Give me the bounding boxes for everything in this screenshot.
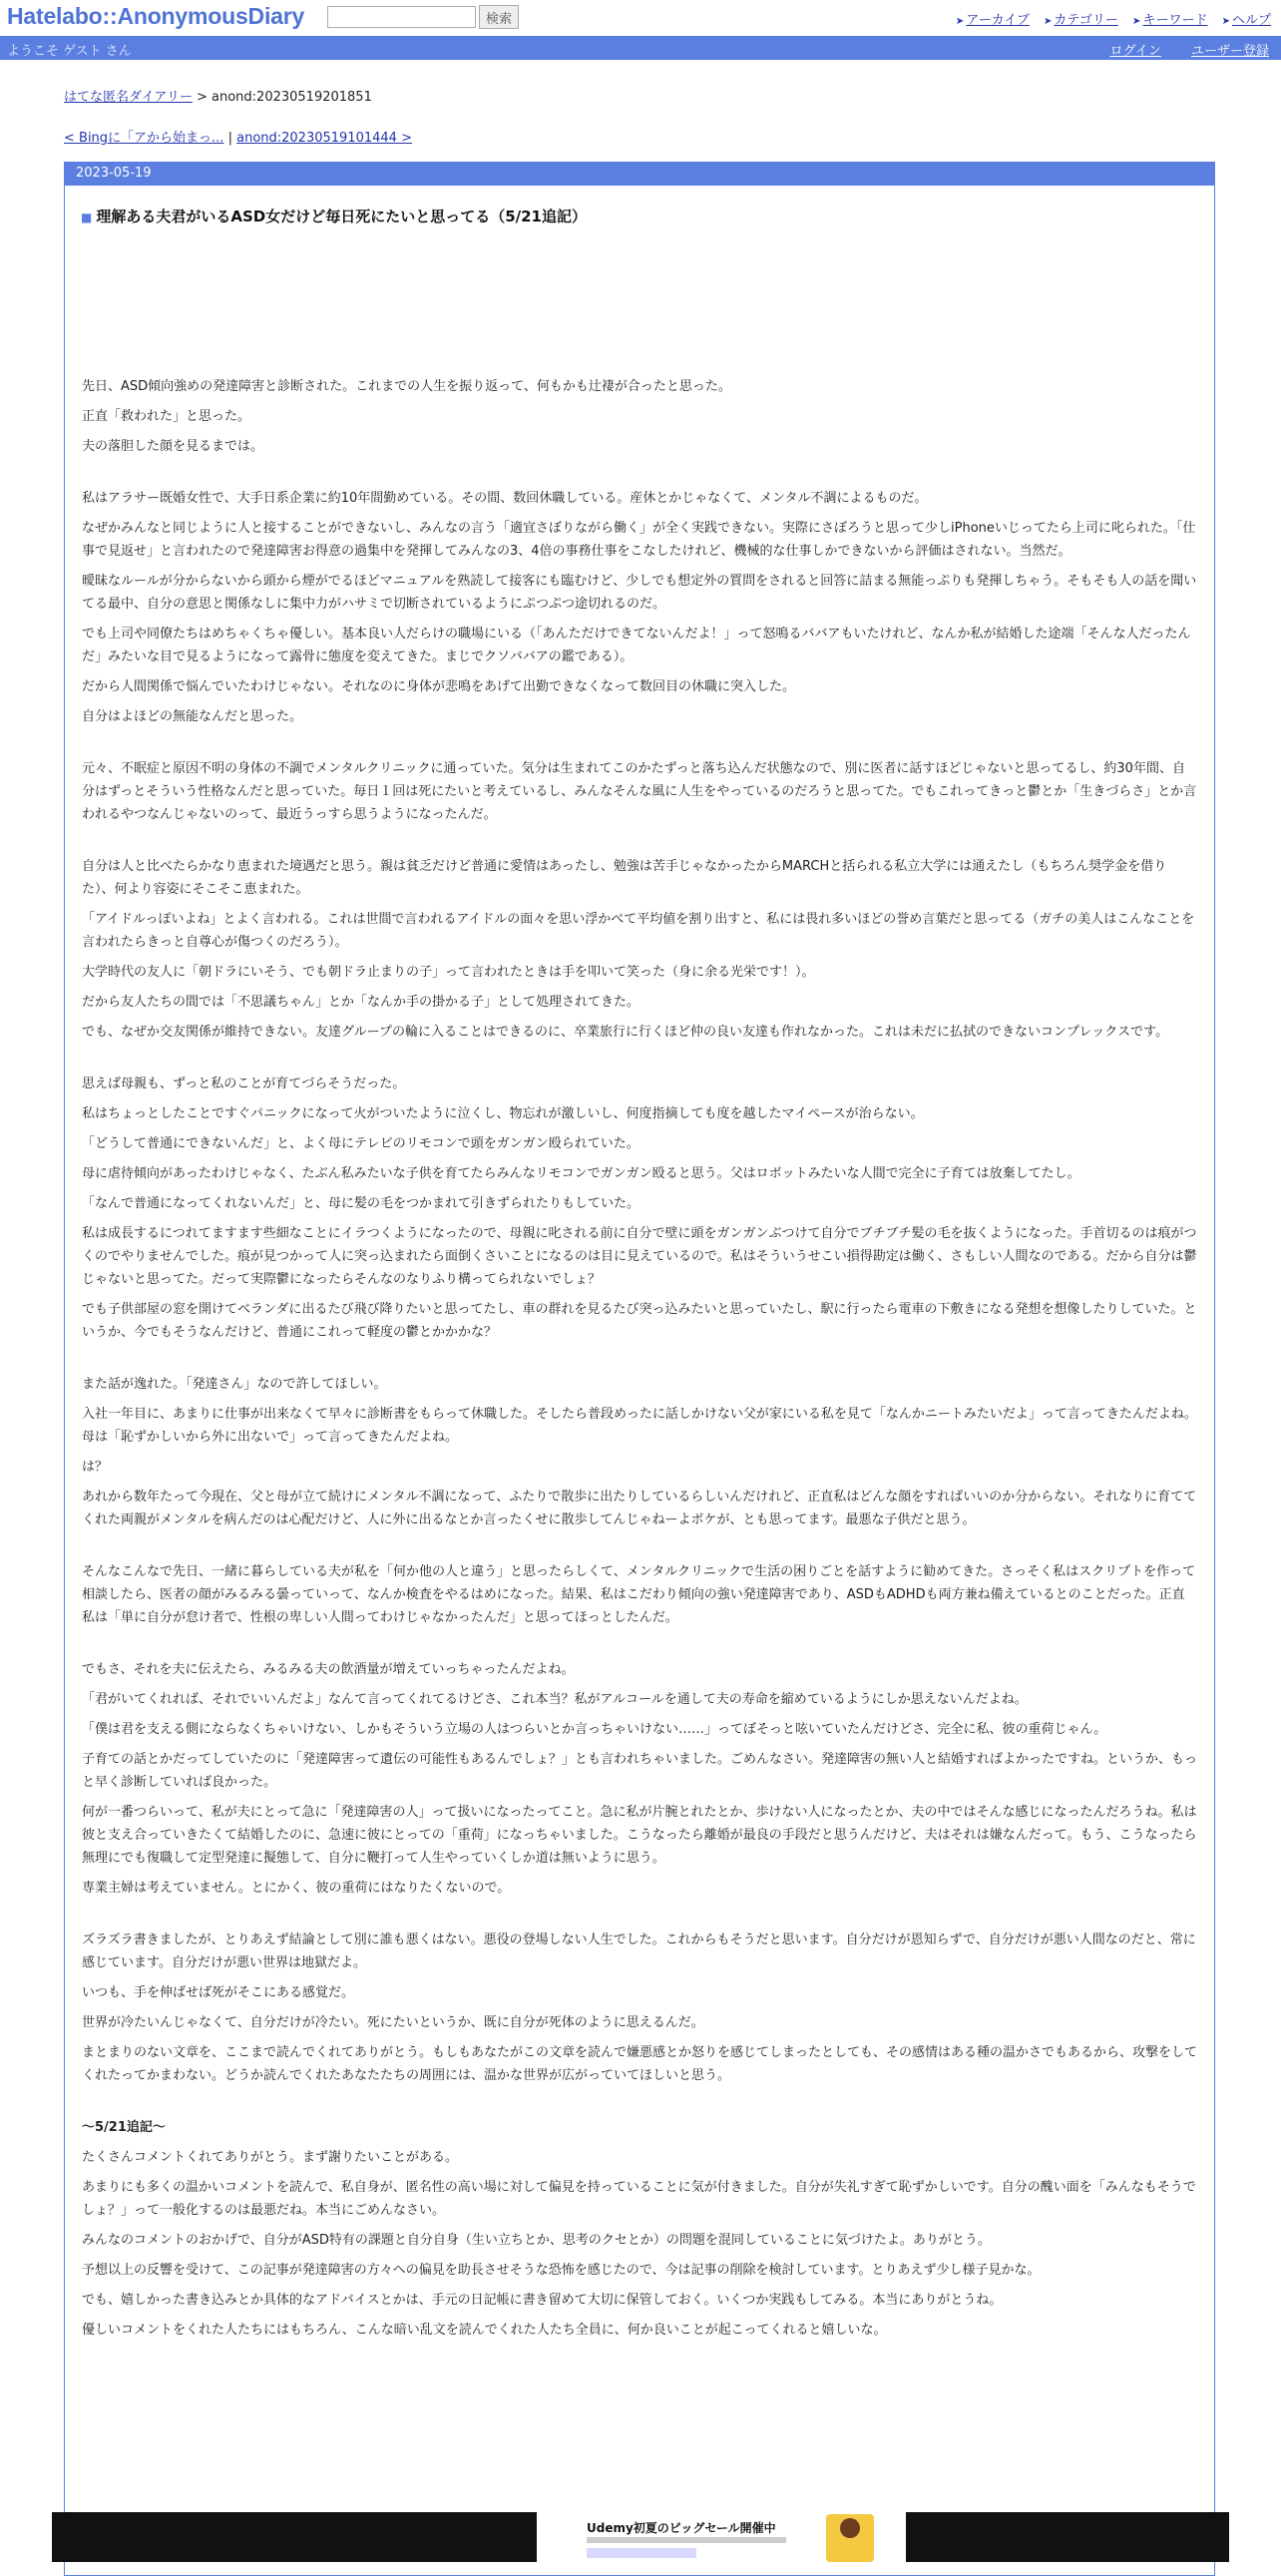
body-paragraph: 私はちょっとしたことですぐパニックになって火がついたように泣くし、物忘れが激しいし、何度指摘しても度を越したマイペースが治らない。	[82, 1106, 924, 1121]
paragraph-gap	[82, 1907, 1197, 1929]
entry-body	[82, 375, 1197, 2349]
body-paragraph: 「僕は君を支える側にならなくちゃいけない、しかもそういう立場の人はつらいとか言っちゃいけない……」ってぼそっと呟いていたんだけどさ、完全に私、彼の重荷じゃん。	[82, 1722, 1107, 1737]
top-bar	[0, 0, 1281, 36]
body-paragraph: でも、嬉しかった書き込みとか具体的なアドバイスとかは、手元の日記帳に書き留めて大切に保管しておく。いくつか実践もしてみる。本当にありがとうね。	[82, 2293, 1003, 2308]
body-paragraph: だから人間関係で悩んでいたわけじゃない。それなのに身体が悲鳴をあげて出勤できなくなって数回目の休職に突入した。	[82, 679, 796, 694]
paragraph-gap	[82, 1051, 1197, 1073]
paragraph-gap	[82, 1538, 1197, 1560]
body-paragraph: 元々、不眠症と原因不明の身体の不調でメンタルクリニックに通っていた。気分は生まれてこのかたずっと落ち込んだ状態なので、別に医者に話すほどじゃないと思ってるし、約30年間、自分はずっとそういう性格なんだと思っていた。毎日１回は死にたいと考えているし、みんなそんな風に人生をやっているのだろうと思ってた。でもこれってきっと鬱とか「生きづらさ」とか言われるやつなんじゃないのって、最近うっすら思うようになったんだ。	[82, 761, 1197, 822]
entry-title-text: 理解ある夫君がいるASD女だけど毎日死にたいと思ってる（5/21追記）	[96, 208, 587, 225]
nav-category-link[interactable]: カテゴリー	[1054, 13, 1118, 28]
ad-title: Udemy初夏のビッグセール開催中	[587, 2521, 776, 2535]
body-paragraph: 大学時代の友人に「朝ドラにいそう、でも朝ドラ止まりの子」って言われたときは手を叩いて笑った（身に余る光栄です！）。	[82, 965, 815, 980]
nav-archive-link[interactable]: アーカイブ	[966, 13, 1030, 28]
paragraph-gap	[82, 833, 1197, 855]
body-paragraph: 母に虐待傾向があったわけじゃなく、たぶん私みたいな子供を育てたらみんなリモコンでガンガン殴ると思う。父はロボットみたいな人間で完全に子育ては放棄してたし。	[82, 1166, 1080, 1181]
body-paragraph: まとまりのない文章を、ここまで読んでくれてありがとう。もしもあなたがこの文章を読んで嫌悪感とか怒りを感じてしまったとしても、その感情はある種の温かさでもあるから、攻撃をしてくれたってかまわない。どうか読んでくれたあなたたちの周囲には、温かな世界が広がっていてほしいと思う。	[82, 2045, 1198, 2083]
search-button[interactable]: 検索	[479, 5, 519, 29]
day-date: 2023-05-19	[65, 162, 1214, 186]
paragraph-gap	[82, 1636, 1197, 1658]
nav-keyword-link[interactable]: キーワード	[1142, 13, 1208, 28]
body-paragraph: でも上司や同僚たちはめちゃくちゃ優しい。基本良い人だらけの職場にいる（「あんただけできてないんだよ！」って怒鳴るババアもいたけれど、なんか私が結婚した途端「そんな人だったんだ」みたいな目で見るようになって露骨に態度を変えてきた。まじでクソババアの鑑である）。	[82, 627, 1191, 664]
body-paragraph: ズラズラ書きましたが、とりあえず結論として別に誰も悪くはない。悪役の登場しない人生でした。これからもそうだと思います。自分だけが恩知らずで、自分だけが悪い人間なのだと、常に感じています。自分だけが悪い世界は地獄だよ。	[82, 1932, 1196, 1970]
breadcrumb	[64, 86, 372, 105]
body-paragraph: あまりにも多くの温かいコメントを読んで、私自身が、匿名性の高い場に対して偏見を持っていることに気が付きました。自分が失礼すぎて恥ずかしいです。自分の醜い面を「みんなもそうでしょ？」って一般化するのは最悪だね。本当にごめんなさい。	[82, 2180, 1196, 2218]
paragraph-gap	[82, 735, 1197, 757]
welcome-bar	[0, 36, 1281, 60]
paragraph-gap	[82, 1351, 1197, 1373]
nav-arrow-icon: ➤	[955, 16, 965, 27]
account-links	[1083, 40, 1269, 59]
breadcrumb-current: anond:20230519201851	[212, 90, 372, 105]
body-paragraph: 「どうして普通にできないんだ」と、よく母にテレビのリモコンで頭をガンガン殴られていた。	[82, 1136, 640, 1151]
body-paragraph: 先日、ASD傾向強めの発達障害と診断された。これまでの人生を振り返って、何もかも辻褄が合ったと思った。	[82, 379, 731, 394]
body-paragraph: 自分は人と比べたらかなり恵まれた境遇だと思う。親は貧乏だけど普通に愛情はあったし、勉強は苦手じゃなかったからMARCHと括られる私立大学には通えたし（もちろん奨学金を借りた）、何より容姿にそこそこ恵まれた。	[82, 859, 1167, 897]
entry-title	[81, 206, 587, 226]
body-paragraph: だから友人たちの間では「不思議ちゃん」とか「なんか手の掛かる子」として処理されてきた。	[82, 995, 640, 1010]
body-paragraph: 優しいコメントをくれた人たちにはもちろん、こんな暗い乱文を読んでくれた人たち全員に、何か良いことが起こってくれると嬉しいな。	[82, 2323, 887, 2338]
body-paragraph: 夫の落胆した顔を見るまでは。	[82, 439, 264, 454]
search-input[interactable]	[327, 6, 476, 28]
body-paragraph: 専業主婦は考えていません。とにかく、彼の重荷にはなりたくないので。	[82, 1881, 511, 1896]
body-paragraph: 私はアラサー既婚女性で、大手日系企業に約10年間勤めている。その間、数回休職している。産休とかじゃなくて、メンタル不調によるものだ。	[82, 491, 928, 506]
body-paragraph: なぜかみんなと同じように人と接することができないし、みんなの言う「適宜さぼりながら働く」が全く実践できない。実際にさぼろうと思って少しiPhoneいじってたら上司に叱られた。「仕事で見返せ」と言われたので発達障害お得意の過集中を発揮してみんなの3、4倍の事務仕事をこなしたけれど、機械的な仕事しかできないから評価はされない。当然だ。	[82, 521, 1196, 559]
next-entry-link[interactable]: anond:20230519101444 >	[236, 131, 412, 146]
body-paragraph: また話が逸れた。「発達さん」なので許してほしい。	[82, 1377, 387, 1392]
square-bullet-icon[interactable]: ■	[81, 211, 93, 224]
body-paragraph: 何が一番つらいって、私が夫にとって急に「発達障害の人」って扱いになったってこと。急に私が片腕とれたとか、歩けない人になったとか、夫の中ではそんな感じになったんだろうね。私は彼と支え合っていきたくて結婚したのに、急速に彼にとっての「重荷」になっちゃいました。こうなったら離婚が最良の手段だと思うんだけど、夫はそれは嫌なんだって。もう、こうなったら無理にでも復職して定型発達に擬態して、自分に鞭打って人生やっていくしか道は無いように思う。	[82, 1805, 1197, 1866]
body-paragraph: でも子供部屋の窓を開けてベランダに出るたび飛び降りたいと思ってたし、車の群れを見るたび突っ込みたいと思っていたし、駅に行ったら電車の下敷きになる発想を想像したりしていた。というか、今でもそうなんだけど、普通にこれって軽度の鬱とかかかな？	[82, 1302, 1197, 1340]
body-paragraph: 私は成長するにつれてますます些細なことにイラつくようになったので、母親に叱される前に自分で壁に頭をガンガンぶつけて自分でブチブチ髪の毛を抜くようになった。手首切るのは痕がつくのでやりませんでした。痕が見つかって人に突っ込まれたら面倒くさいことになるのは目に見えているので。私はそういうせこい損得勘定は働く、さもしい人間なのである。だから自分は鬱じゃないと思ってた。だって実際鬱になったらそんなのなりふり構ってられないでしょ？	[82, 1226, 1197, 1287]
section-heading: ～5/21追記～	[82, 2120, 166, 2135]
day-section	[64, 162, 1215, 2576]
body-paragraph: 「アイドルっぽいよね」とよく言われる。これは世間で言われるアイドルの面々を思い浮かべて平均値を割り出すと、私には畏れ多いほどの誉め言葉だと思ってる（ガチの美人はこんなことを言われたらきっと自尊心が傷つくのだろう）。	[82, 912, 1195, 950]
body-paragraph: 「なんで普通になってくれないんだ」と、母に髪の毛をつかまれて引きずられたりもしていた。	[82, 1196, 640, 1211]
nav-arrow-icon: ➤	[1221, 16, 1230, 27]
body-paragraph: 思えば母親も、ずっと私のことが育てづらそうだった。	[82, 1076, 406, 1091]
ad-image	[826, 2514, 874, 2562]
pager-separator: |	[223, 131, 237, 146]
body-paragraph: あれから数年たって今現在、父と母が立て続けにメンタル不調になって、ふたりで散歩に出たりしているらしいんだけれど、正直私はどんな顔をすればいいのか分からない。それなりに育ててくれた両親がメンタルを病んだのは心配だけど、人に外に出るなとか言ったくせに散歩してんじゃねーよボケが、とも思ってます。最悪な子供だと思う。	[82, 1490, 1197, 1527]
breadcrumb-home-link[interactable]: はてな匿名ダイアリー	[64, 90, 193, 105]
body-paragraph: そんなこんなで先日、一緒に暮らしている夫が私を「何か他の人と違う」と思ったらしくて、メンタルクリニックで生活の困りごとを話すように勧めてきた。さっそく私はスクリプトを作って相談したら、医者の顔がみるみる曇っていって、なんか検査をやるはめになった。結果、私はこだわり傾向の強い発達障害であり、ASDもADHDも両方兼ね備えているとのことだった。正直私は「単に自分が怠け者で、性根の卑しい人間ってわけじゃなかったんだ」と思ってほっとしたんだ。	[82, 1564, 1196, 1625]
paragraph-gap	[82, 465, 1197, 487]
body-paragraph: 子育ての話とかだってしていたのに「発達障害って遺伝の可能性もあるんでしょ？」とも言われちゃいました。ごめんなさい。発達障害の無い人と結婚すればよかったですね。というか、もっと早く診断していれば良かった。	[82, 1752, 1198, 1790]
body-paragraph: 世界が冷たいんじゃなくて、自分だけが冷たい。死にたいというか、既に自分が死体のように思えるんだ。	[82, 2015, 704, 2030]
ad-banner	[52, 2512, 1229, 2562]
prev-entry-link[interactable]: < Bingに「アから始まっ...	[64, 131, 224, 146]
body-paragraph: たくさんコメントくれてありがとう。まず謝りたいことがある。	[82, 2150, 459, 2165]
entry-pager	[64, 127, 412, 146]
ad-cta-button[interactable]	[587, 2548, 696, 2558]
ad-subtext	[587, 2537, 786, 2543]
body-paragraph: でも、なぜか交友関係が維持できない。友達グループの輪に入ることはできるのに、卒業旅行に行くほど仲の良い友達も作れなかった。これは未だに払拭のできないコンプレックスです。	[82, 1025, 1169, 1040]
body-paragraph: 予想以上の反響を受けて、この記事が発達障害の方々への偏見を助長させそうな恐怖を感じたので、今は記事の削除を検討しています。とりあえず少し様子見かな。	[82, 2263, 1041, 2278]
paragraph-gap	[82, 2094, 1197, 2116]
body-paragraph: は？	[82, 1460, 109, 1475]
body-paragraph: いつも、手を伸ばせば死がそこにある感覚だ。	[82, 1985, 355, 2000]
body-paragraph: 正直「救われた」と思った。	[82, 409, 251, 424]
ad-card[interactable]	[537, 2512, 906, 2562]
top-nav	[956, 9, 1271, 28]
nav-help-link[interactable]: ヘルプ	[1231, 13, 1271, 28]
body-paragraph: 入社一年目に、あまりに仕事が出来なくて早々に診断書をもらって休職した。そしたら普段めったに話しかけない父が家にいる私を見て「なんかニートみたいだよ」って言ってきたんだよね。母は「恥ずかしいから外に出ないで」って言ってきたんだよね。	[82, 1407, 1197, 1445]
login-link[interactable]: ログイン	[1109, 44, 1161, 59]
site-logo[interactable]: Hatelabo::AnonymousDiary	[7, 3, 305, 29]
body-paragraph: でもさ、それを夫に伝えたら、みるみる夫の飲酒量が増えていっちゃったんだよね。	[82, 1662, 575, 1677]
register-link[interactable]: ユーザー登録	[1190, 44, 1269, 59]
body-paragraph: 曖昧なルールが分からないから頭から煙がでるほどマニュアルを熟読して接客にも臨むけど、少しでも想定外の質問をされると回答に詰まる無能っぷりも発揮しちゃう。そもそも人の話を聞いてる最中、自分の意思と関係なしに集中力がハサミで切断されているようにぷつぷつ途切れるのだ。	[82, 574, 1197, 612]
breadcrumb-separator: >	[192, 90, 213, 105]
nav-arrow-icon: ➤	[1044, 16, 1053, 27]
body-paragraph: みんなのコメントのおかげで、自分がASD特有の課題と自分自身（生い立ちとか、思考のクセとか）の問題を混同していることに気づけたよ。ありがとう。	[82, 2233, 991, 2248]
body-paragraph: 「君がいてくれれば、それでいいんだよ」なんて言ってくれてるけどさ、これ本当？私がアルコールを通して夫の寿命を縮めているようにしか思えないんだよね。	[82, 1692, 1028, 1707]
welcome-text: ようこそ ゲスト さん	[7, 44, 132, 59]
nav-arrow-icon: ➤	[1132, 16, 1141, 27]
body-paragraph: 自分はよほどの無能なんだと思った。	[82, 709, 303, 724]
